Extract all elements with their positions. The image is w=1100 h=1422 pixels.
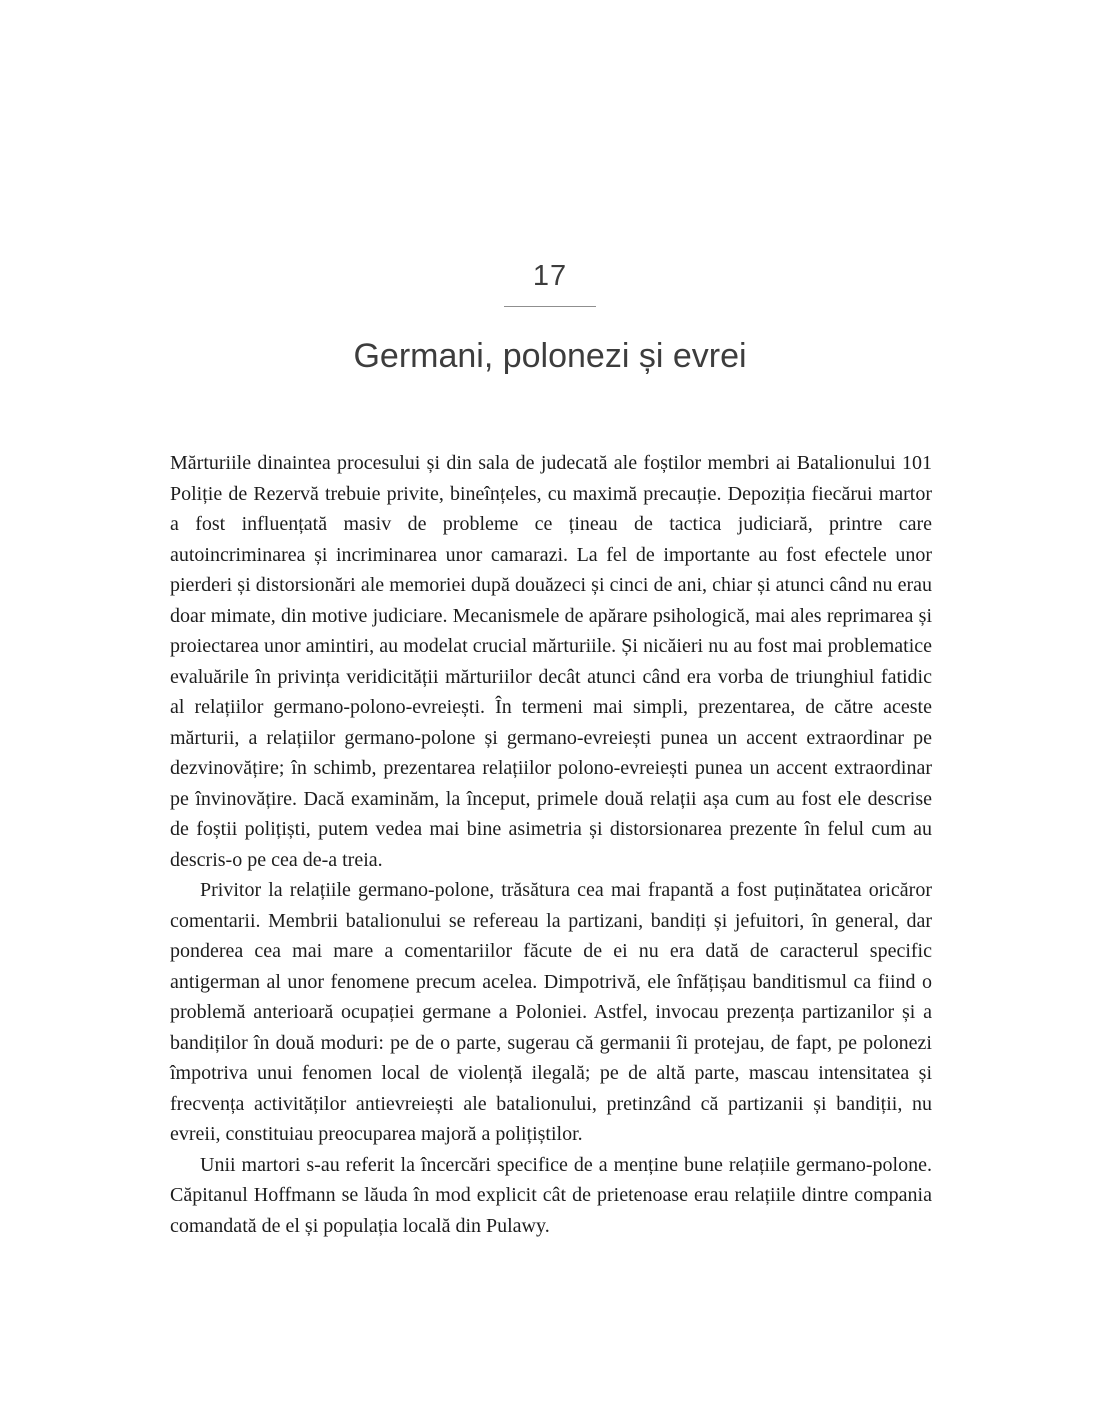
paragraph-1: Mărturiile dinaintea procesului și din sala de judecată ale foștilor membri ai Batalionului 101 Poliție de Rezervă trebuie privite, bineînțeles, cu maximă precauție. Depoziția fiecărui martor a fost influențată masiv de probleme ce țineau de tactica judiciară, printre care autoincriminarea și incriminarea unor camarazi. La fel de importante au fost efectele unor pierderi și distorsionări ale memoriei după douăzeci și cinci de ani, chiar și atunci când nu erau doar mimate, din motive judiciare. Mecanismele de apărare psihologică, mai ales reprimarea și proiectarea unor amintiri, au modelat crucial mărturiile. Și nicăieri nu au fost mai problematice evaluările în privința veridicității mărturiilor decât atunci când era vorba de triunghiul fatidic al relațiilor germano-polono-evreiești. În termeni mai simpli, prezentarea, de către aceste mărturii, a relațiilor germano-polone și germano-evreiești punea un accent extraordinar pe dezvinovățire; în schimb, prezentarea relațiilor polono-evreiești punea un accent extraordinar pe învinovățire. Dacă examinăm, la început, primele două relații așa cum au fost ele descrise de foștii polițiști, putem vedea mai bine asimetria și distorsionarea prezente în felul cum au descris-o pe cea de-a treia.: [170, 452, 932, 871]
chapter-header: [0, 0, 1100, 376]
chapter-number: 17: [532, 260, 568, 292]
chapter-title: Germani, polonezi și evrei: [353, 337, 747, 375]
chapter-divider: [504, 306, 596, 307]
body-text: [170, 448, 932, 1241]
paragraph-2: Privitor la relațiile germano-polone, trăsătura cea mai frapantă a fost puținătatea oricăror comentarii. Membrii batalionului se refereau la partizani, bandiți și jefuitori, în general, dar ponderea cea mai mare a comentariilor făcute de ei nu era dată de caracterul specific antigerman al unor fenomene precum acelea. Dimpotrivă, ele înfățișau banditismul ca fiind o problemă anterioară ocupației germane a Poloniei. Astfel, invocau prezența partizanilor și a bandiților în două moduri: pe de o parte, sugerau că germanii îi protejau, de fapt, pe polonezi împotriva unui fenomen local de violență ilegală; pe de altă parte, mascau intensitatea și frecvența activităților antievreiești ale batalionului, pretinzând că partizanii și bandiții, nu evreii, constituiau preocuparea majoră a polițiștilor.: [170, 879, 932, 1145]
paragraph-3: Unii martori s-au referit la încercări specifice de a menține bune relațiile germano-polone. Căpitanul Hoffmann se lăuda în mod explicit cât de prietenoase erau relațiile dintre compania comandată de el și populația locală din Pulawy.: [170, 1153, 932, 1237]
